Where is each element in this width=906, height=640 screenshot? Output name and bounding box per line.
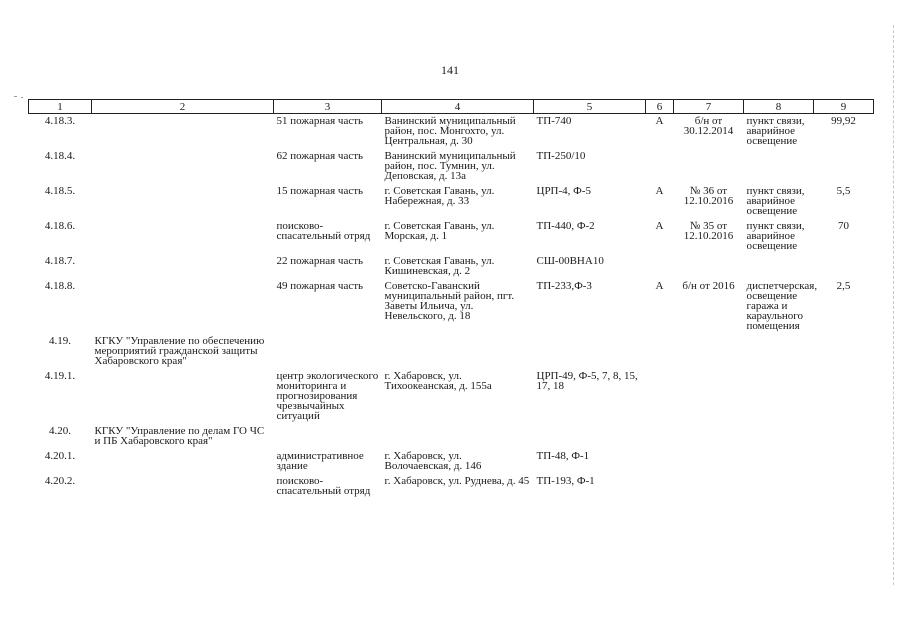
cell-c6: [646, 424, 674, 449]
header-cell: 8: [744, 100, 814, 114]
scan-speck: [14, 96, 17, 97]
cell-c3: поисково-спасательный отряд: [276, 220, 371, 242]
cell-c8: диспетчерская, освещение гаража и караульного помещения: [746, 280, 818, 332]
cell-c7: [674, 369, 744, 424]
cell-c9: [814, 149, 874, 184]
cell-c9: [814, 424, 874, 449]
cell-c3: 15 пожарная часть: [276, 185, 364, 197]
cell-c1: 4.18.3.: [44, 115, 76, 127]
cell-c2: [92, 184, 274, 219]
cell-c8: [744, 424, 814, 449]
cell-c2: [92, 114, 274, 150]
cell-c5: ТП-193, Ф-1: [536, 475, 595, 487]
cell-c2: [92, 279, 274, 334]
cell-c6: А: [655, 185, 664, 197]
cell-c1: 4.20.1.: [44, 450, 76, 462]
cell-c6: А: [655, 280, 664, 292]
table-row: [29, 149, 874, 184]
cell-c2: [92, 449, 274, 474]
cell-c1: 4.18.5.: [44, 185, 76, 197]
cell-c4: [382, 424, 534, 449]
page-number: 141: [441, 63, 459, 77]
cell-c2: [92, 369, 274, 424]
table-row: [29, 279, 874, 334]
cell-c7: [674, 449, 744, 474]
cell-c5: [534, 334, 646, 369]
cell-c5: [534, 424, 646, 449]
cell-c5: ТП-48, Ф-1: [536, 450, 590, 462]
cell-c7: [674, 254, 744, 279]
cell-c9: [814, 369, 874, 424]
cell-c4: Ванинский муниципальный район, пос. Монгохто, ул. Центральная, д. 30: [384, 115, 516, 147]
cell-c2: КГКУ "Управление по делам ГО ЧС и ПБ Хабаровского края": [94, 425, 265, 447]
cell-c3: поисково-спасательный отряд: [276, 475, 371, 497]
cell-c7: № 36 от 12.10.2016: [683, 185, 734, 207]
cell-c7: № 35 от 12.10.2016: [683, 220, 734, 242]
cell-c7: б/н от 30.12.2014: [683, 115, 734, 137]
cell-c3: административное здание: [276, 450, 364, 472]
cell-c1: 4.20.: [49, 425, 71, 437]
cell-c5: ТП-233,Ф-3: [536, 280, 592, 292]
cell-c3: 49 пожарная часть: [276, 280, 364, 292]
scan-edge: [893, 25, 895, 585]
cell-c4: г. Советская Гавань, ул. Набережная, д. 33: [384, 185, 495, 207]
header-cell: 1: [29, 100, 92, 114]
cell-c5: ТП-250/10: [536, 150, 586, 162]
cell-c5: ЦРП-49, Ф-5, 7, 8, 15, 17, 18: [536, 370, 638, 392]
cell-c3: 62 пожарная часть: [276, 150, 364, 162]
cell-c1: 4.18.7.: [44, 255, 76, 267]
cell-c4: г. Советская Гавань, ул. Морская, д. 1: [384, 220, 495, 242]
table-header-row: [29, 100, 874, 114]
cell-c2: [92, 219, 274, 254]
cell-c4: Ванинский муниципальный район, пос. Тумнин, ул. Деповская, д. 13а: [384, 150, 516, 182]
cell-c1: 4.19.1.: [44, 370, 76, 382]
header-cell: 9: [814, 100, 874, 114]
cell-c3: 51 пожарная часть: [276, 115, 364, 127]
cell-c7: [674, 424, 744, 449]
cell-c7: [674, 334, 744, 369]
table-row: [29, 219, 874, 254]
cell-c5: ЦРП-4, Ф-5: [536, 185, 592, 197]
cell-c9: [814, 254, 874, 279]
header-cell: 6: [646, 100, 674, 114]
cell-c2: КГКУ "Управление по обеспечению мероприятий гражданской защиты Хабаровского края": [94, 335, 265, 367]
table-row: [29, 449, 874, 474]
scan-speck: [21, 97, 23, 98]
data-table: [28, 99, 874, 499]
cell-c1: 4.19.: [49, 335, 71, 347]
cell-c8: пункт связи, аварийное освещение: [746, 185, 805, 217]
cell-c9: [814, 334, 874, 369]
table-row: [29, 424, 874, 449]
cell-c7: б/н от 2016: [682, 280, 735, 292]
cell-c3: [274, 424, 382, 449]
header-cell: 7: [674, 100, 744, 114]
cell-c6: [646, 334, 674, 369]
cell-c6: [646, 369, 674, 424]
header-cell: 5: [534, 100, 646, 114]
cell-c1: 4.18.8.: [44, 280, 76, 292]
table-row: [29, 114, 874, 150]
cell-c8: пункт связи, аварийное освещение: [746, 115, 805, 147]
cell-c1: 4.18.6.: [44, 220, 76, 232]
cell-c3: центр экологического мониторинга и прогнозирования чрезвычайных ситуаций: [276, 370, 379, 422]
cell-c1: 4.18.4.: [44, 150, 76, 162]
cell-c8: пункт связи, аварийное освещение: [746, 220, 805, 252]
cell-c5: СШ-00ВНА10: [536, 255, 604, 267]
cell-c4: г. Хабаровск, ул. Руднева, д. 45: [384, 475, 530, 487]
cell-c9: 70: [838, 220, 849, 232]
cell-c1: 4.20.2.: [44, 475, 76, 487]
cell-c9: 5,5: [836, 185, 851, 197]
cell-c7: [674, 474, 744, 499]
table-row: [29, 334, 874, 369]
header-cell: 3: [274, 100, 382, 114]
cell-c3: 22 пожарная часть: [276, 255, 364, 267]
cell-c4: г. Советская Гавань, ул. Кишиневская, д. 2: [384, 255, 495, 277]
cell-c6: А: [655, 220, 664, 232]
cell-c2: [92, 254, 274, 279]
cell-c6: [646, 474, 674, 499]
table-row: [29, 184, 874, 219]
cell-c9: 2,5: [836, 280, 851, 292]
cell-c9: [814, 474, 874, 499]
cell-c6: [646, 149, 674, 184]
table-row: [29, 369, 874, 424]
cell-c8: [744, 254, 814, 279]
cell-c2: [92, 149, 274, 184]
cell-c8: [744, 369, 814, 424]
cell-c2: [92, 474, 274, 499]
table-row: [29, 254, 874, 279]
cell-c4: г. Хабаровск, ул. Тихоокеанская, д. 155а: [384, 370, 492, 392]
cell-c4: Советско-Гаванский муниципальный район, пгт. Заветы Ильича, ул. Невельского, д. 18: [384, 280, 515, 322]
cell-c8: [744, 334, 814, 369]
cell-c9: 99,92: [831, 115, 856, 127]
cell-c4: г. Хабаровск, ул. Волочаевская, д. 146: [384, 450, 482, 472]
cell-c7: [674, 149, 744, 184]
table-row: [29, 474, 874, 499]
cell-c6: [646, 449, 674, 474]
cell-c9: [814, 449, 874, 474]
cell-c6: [646, 254, 674, 279]
cell-c8: [744, 449, 814, 474]
cell-c8: [744, 474, 814, 499]
cell-c6: А: [655, 115, 664, 127]
header-cell: 4: [382, 100, 534, 114]
cell-c5: ТП-440, Ф-2: [536, 220, 595, 232]
cell-c8: [744, 149, 814, 184]
cell-c5: ТП-740: [536, 115, 572, 127]
cell-c3: [274, 334, 382, 369]
header-cell: 2: [92, 100, 274, 114]
cell-c4: [382, 334, 534, 369]
